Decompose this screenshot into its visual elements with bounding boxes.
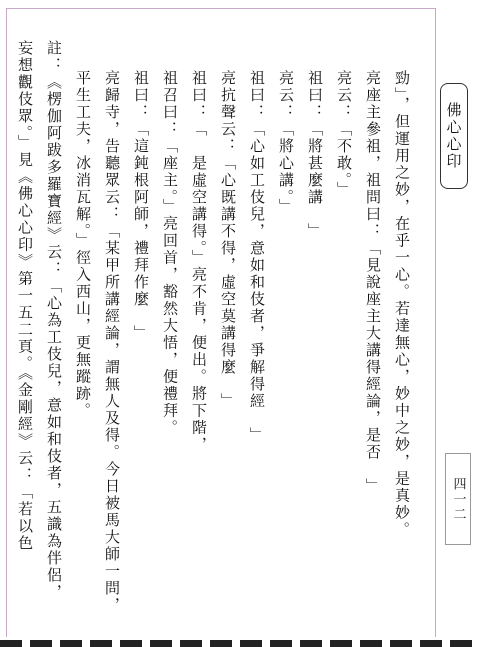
text-column-7: 亮抗聲云：「心既講不得，虛空莫講得麼 」 (219, 70, 237, 410)
text-column-9: 祖召曰：「座主。」亮回首，豁然大悟，便禮拜。 (161, 70, 179, 437)
text-column-2: 亮座主參祖，祖問曰：「見說座主大講得經論，是否 」 (364, 70, 382, 495)
bottom-rule (0, 640, 477, 647)
text-column-1: 勁」，但運用之妙，在乎一心。若達無心，妙中之妙，是真妙。 (393, 70, 411, 539)
book-title-box (440, 83, 468, 189)
text-column-13: 註：《楞伽阿跋多羅寶經》云：「心為工伎兒，意如和伎者，五識為伴侶， (45, 40, 63, 601)
page-number-box (445, 453, 471, 545)
page-number: 四一二 (450, 476, 466, 522)
book-title: 佛心心印 (444, 102, 463, 170)
text-column-3: 亮云：「不敢。」 (335, 70, 353, 199)
text-column-11: 亮歸寺，告聽眾云：「某甲所講經論，謂無人及得。今日被馬大師一問， (103, 70, 121, 614)
text-column-12: 平生工夫，冰消瓦解。」徑入西山，更無蹤跡。 (74, 70, 92, 420)
text-column-4: 祖曰：「將甚麼講 」 (306, 70, 324, 240)
text-column-6: 祖曰：「心如工伎兒，意如和伎者，爭解得經 」 (248, 70, 266, 444)
text-column-5: 亮云：「將心講。」 (277, 70, 295, 216)
text-column-14: 妄想觀伎眾。」見《佛心心印》第一五二頁。《金剛經》云：「若以色 (16, 40, 34, 552)
text-column-10: 祖曰：「這鈍根阿師，禮拜作麼 」 (132, 70, 150, 342)
text-column-8: 祖曰：「 是虛空講得。」亮不肯，便出。將下階， (190, 70, 208, 454)
